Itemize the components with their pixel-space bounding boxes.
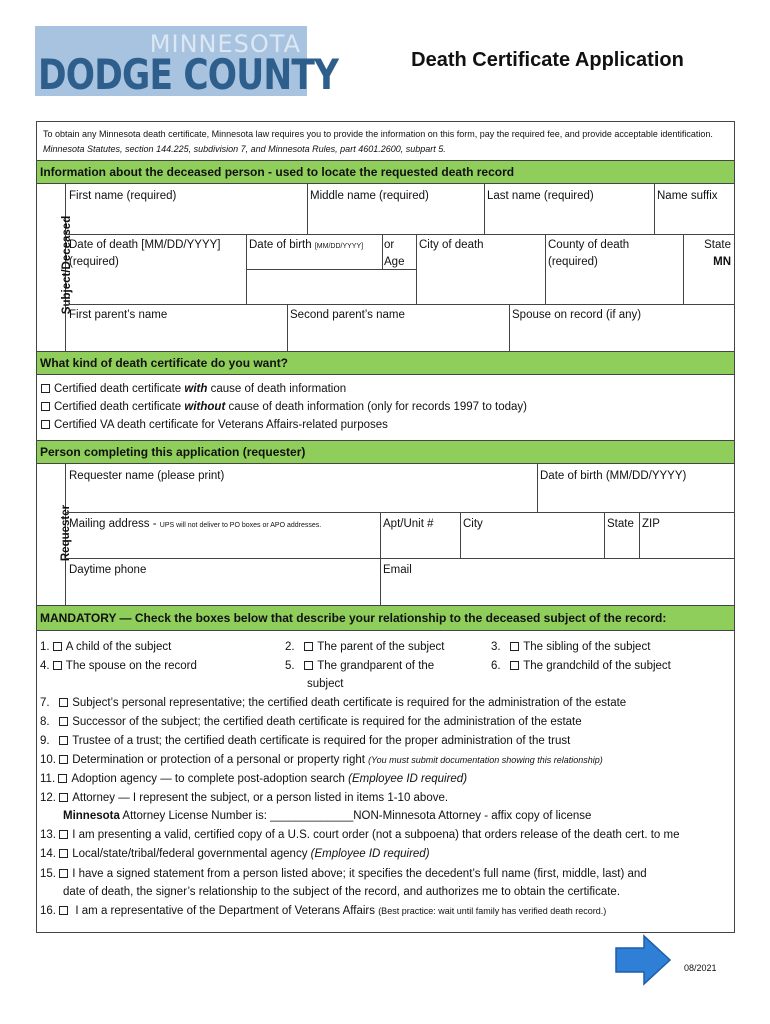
relationship-1[interactable]: 1. A child of the subject [40, 641, 172, 653]
date-of-birth-field[interactable]: Date of birth [MM/DD/YYYY] [249, 239, 364, 251]
relationship-10[interactable]: 10. Determination or protection of a personal or property right (You must submit documentation showing this relationship) [40, 754, 603, 766]
spouse-field[interactable]: Spouse on record (if any) [512, 309, 642, 321]
age-field[interactable]: or Age [384, 239, 405, 268]
requester-section-header: Person completing this application (requester) [37, 440, 734, 464]
county-of-death-field[interactable]: County of death (required) [548, 239, 630, 268]
checkbox[interactable] [59, 755, 68, 764]
attorney-license-line: Minnesota Attorney License Number is: _____________NON-Minnesota Attorney - affix copy of license [63, 810, 592, 822]
checkbox[interactable] [304, 642, 313, 651]
date-of-death-field[interactable]: Date of death [MM/DD/YYYY] (required) [69, 239, 221, 268]
relationship-5[interactable]: 5. The grandparent of the [285, 660, 435, 672]
checkbox[interactable] [41, 402, 50, 411]
zip-field[interactable]: ZIP [642, 518, 660, 530]
first-parent-field[interactable]: First parent’s name [69, 309, 168, 321]
relationship-12[interactable]: 12. Attorney — I represent the subject, or a person listed in items 1-10 above. [40, 792, 449, 804]
checkbox[interactable] [41, 420, 50, 429]
daytime-phone-field[interactable]: Daytime phone [69, 564, 147, 576]
relationship-15[interactable]: 15. I have a signed statement from a person listed above; it specifies the decedent’s full name (first, middle, last) and [40, 868, 647, 880]
relationship-5-cont: subject [307, 678, 344, 690]
name-suffix-field[interactable]: Name suffix [657, 190, 718, 202]
checkbox[interactable] [59, 869, 68, 878]
checkbox[interactable] [59, 793, 68, 802]
mandatory-section-header: MANDATORY — Check the boxes below that describe your relationship to the deceased subject of the record: [37, 605, 734, 631]
second-parent-field[interactable]: Second parent’s name [290, 309, 405, 321]
relationship-16[interactable]: 16. I am a representative of the Department of Veterans Affairs (Best practice: wait until family has verified death record.) [40, 905, 607, 917]
option-va-certificate[interactable]: Certified VA death certificate for Veterans Affairs-related purposes [41, 417, 388, 434]
relationship-4[interactable]: 4. The spouse on the record [40, 660, 197, 672]
checkbox[interactable] [53, 642, 62, 651]
deceased-section-header: Information about the deceased person - used to locate the requested death record [37, 160, 734, 184]
state-field: State MN [704, 239, 731, 268]
mailing-address-field[interactable]: Mailing address - UPS will not deliver to PO boxes or APO addresses. [69, 518, 322, 530]
last-name-field[interactable]: Last name (required) [487, 190, 594, 202]
option-without-cause[interactable]: Certified death certificate without cause of death information (only for records 1997 to today) [41, 399, 527, 416]
option-with-cause[interactable]: Certified death certificate with cause of death information [41, 381, 346, 398]
requester-name-field[interactable]: Requester name (please print) [69, 470, 225, 482]
page-title: Death Certificate Application [411, 49, 684, 71]
relationship-2[interactable]: 2. The parent of the subject [285, 641, 445, 653]
checkbox[interactable] [59, 698, 68, 707]
requester-dob-field[interactable]: Date of birth (MM/DD/YYYY) [540, 470, 687, 482]
checkbox[interactable] [58, 774, 67, 783]
deceased-side-label: Subject/Deceased [61, 215, 73, 315]
relationship-7[interactable]: 7. Subject’s personal representative; the certified death certificate is required for the administration of the estate [40, 697, 627, 709]
checkbox[interactable] [41, 384, 50, 393]
relationship-9[interactable]: 9. Trustee of a trust; the certified death certificate is required for the proper administration of the trust [40, 735, 571, 747]
relationship-3[interactable]: 3. The sibling of the subject [491, 641, 651, 653]
middle-name-field[interactable]: Middle name (required) [310, 190, 429, 202]
checkbox[interactable] [53, 661, 62, 670]
relationship-15-cont: date of death, the signer’s relationship to the subject of the record, and authorizes me to obtain the certificate. [63, 886, 621, 898]
email-field[interactable]: Email [383, 564, 412, 576]
relationship-13[interactable]: 13. I am presenting a valid, certified copy of a U.S. court order (not a subpoena) that orders release of the death cert. to me [40, 829, 680, 841]
dodge-county-logo [35, 26, 339, 99]
application-form [36, 121, 735, 933]
logo-state-text: MINNESOTA [149, 30, 301, 58]
arrow-right-icon[interactable] [614, 934, 672, 986]
intro-text: To obtain any Minnesota death certificate, Minnesota law requires you to provide the information on this form, pay the required fee, and provide acceptable identification. Minnesota Statutes, section 144.225, subdivision 7, and Minnesota Rules, part 4601.2600, subpart 5. [43, 129, 713, 154]
logo-county-text: DODGE COUNTY [38, 50, 339, 99]
relationship-14[interactable]: 14. Local/state/tribal/federal governmental agency (Employee ID required) [40, 848, 430, 860]
first-name-field[interactable]: First name (required) [69, 190, 177, 202]
apt-unit-field[interactable]: Apt/Unit # [383, 518, 434, 530]
form-revision-date: 08/2021 [684, 963, 717, 973]
city-field[interactable]: City [463, 518, 483, 530]
requester-side-label: Requester [60, 504, 72, 562]
checkbox[interactable] [59, 717, 68, 726]
relationship-8[interactable]: 8. Successor of the subject; the certified death certificate is required for the administration of the estate [40, 716, 582, 728]
checkbox[interactable] [510, 661, 519, 670]
state-field-requester[interactable]: State [607, 518, 634, 530]
relationship-6[interactable]: 6. The grandchild of the subject [491, 660, 671, 672]
kind-section-header: What kind of death certificate do you want? [37, 351, 734, 375]
checkbox[interactable] [59, 830, 68, 839]
checkbox[interactable] [59, 849, 68, 858]
city-of-death-field[interactable]: City of death [419, 239, 484, 251]
checkbox[interactable] [59, 906, 68, 915]
checkbox[interactable] [59, 736, 68, 745]
checkbox[interactable] [510, 642, 519, 651]
relationship-11[interactable]: 11. Adoption agency — to complete post-adoption search (Employee ID required) [40, 773, 468, 785]
checkbox[interactable] [304, 661, 313, 670]
